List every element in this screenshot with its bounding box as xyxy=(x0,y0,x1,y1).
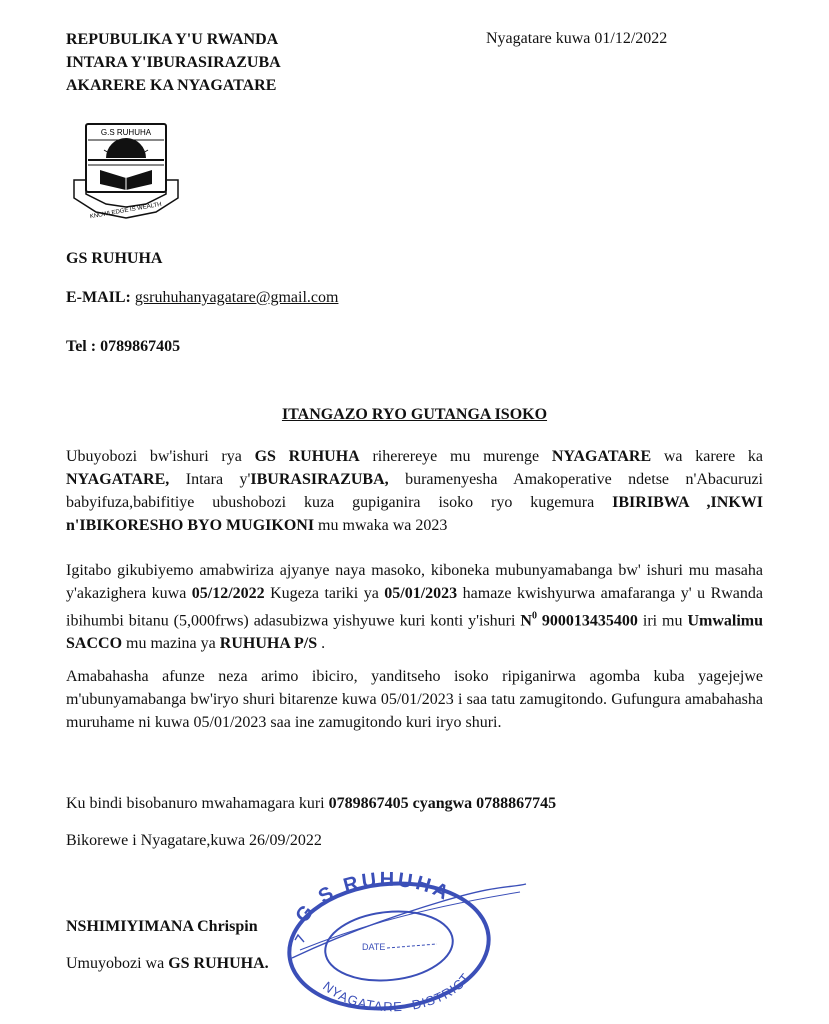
header-district: AKARERE KA NYAGATARE xyxy=(66,77,277,94)
header-province: INTARA Y'IBURASIRAZUBA xyxy=(66,54,281,71)
signer-name: NSHIMIYIMANA Chrispin xyxy=(66,918,258,935)
email-line xyxy=(66,289,338,307)
issued-line: Bikorewe i Nyagatare,kuwa 26/09/2022 xyxy=(66,832,322,849)
stamp-date-label: DATE xyxy=(362,942,386,952)
logo-top-text: G.S RUHUHA xyxy=(100,128,152,137)
paragraph-1: Ubuyobozi bw'ishuri rya GS RUHUHA riherereye mu murenge NYAGATARE wa karere ka NYAGATARE, Intara y'IBURASIRAZUBA, buramenyesha Amakoperative ndetse n'Abacuruzi babyifuza,babifitiye ubushobozi kuza gupiganira isoko ryo kugemura IBIRIBWA ,INKWI n'IBIKORESHO BYO MUGIKONI mu mwaka wa 2023 xyxy=(66,448,764,534)
school-name: GS RUHUHA xyxy=(66,250,163,267)
header-country: REPUBULIKA Y'U RWANDA xyxy=(66,31,279,48)
letter-date: Nyagatare kuwa 01/12/2022 xyxy=(486,30,668,47)
notice-title: ITANGAZO RYO GUTANGA ISOKO xyxy=(281,406,548,423)
logo-motto: KNOWLEDGE IS WEALTH xyxy=(89,201,163,220)
email-label: E-MAIL: xyxy=(66,289,131,306)
paragraph-2: Igitabo gikubiyemo amabwiriza ajyanye naya masoko, kiboneka mubunyamabanga bw' ishuri mu masaha y'akazighera kuwa 05/12/2022 Kugeza tariki ya 05/01/2023 hamaze kwishyurwa amafaranga y' u Rwanda ibihumbi bitanu (5,000frws) adasubizwa yishyuwe kuri konti y'ishuri $N^0$ 900013435400 iri mu Umwalimu SACCO mu mazina ya RUHUHA P/S . xyxy=(66,562,763,653)
stamp-top-text: G S RUHUHA xyxy=(291,868,455,927)
school-logo xyxy=(66,120,186,220)
email-link[interactable]: gsruhuhanyagatare@gmail.com xyxy=(134,289,339,306)
paragraph-3: Amabahasha afunze neza arimo ibiciro, yanditseho isoko ripiganirwa agomba kuba yagejejwe m'ubunyamabanga bw'iryo shuri bitarenze kuwa 05/01/2023 i saa tatu zamugitondo. Gufungura amabahasha muruhame ni kuwa 05/01/2023 saa ine zamugitondo kuri iryo shuri. xyxy=(66,668,763,731)
signer-role: Umuyobozi wa GS RUHUHA. xyxy=(66,955,269,972)
letter-header xyxy=(66,28,281,97)
stamp-bottom-text: NYAGATARE -DISTRICT xyxy=(320,969,474,1015)
signature xyxy=(290,880,530,970)
phone-line: Tel : 0789867405 xyxy=(66,338,181,355)
contact-line: Ku bindi bisobanuro mwahamagara kuri 0789867405 cyangwa 0788867745 xyxy=(66,795,557,812)
